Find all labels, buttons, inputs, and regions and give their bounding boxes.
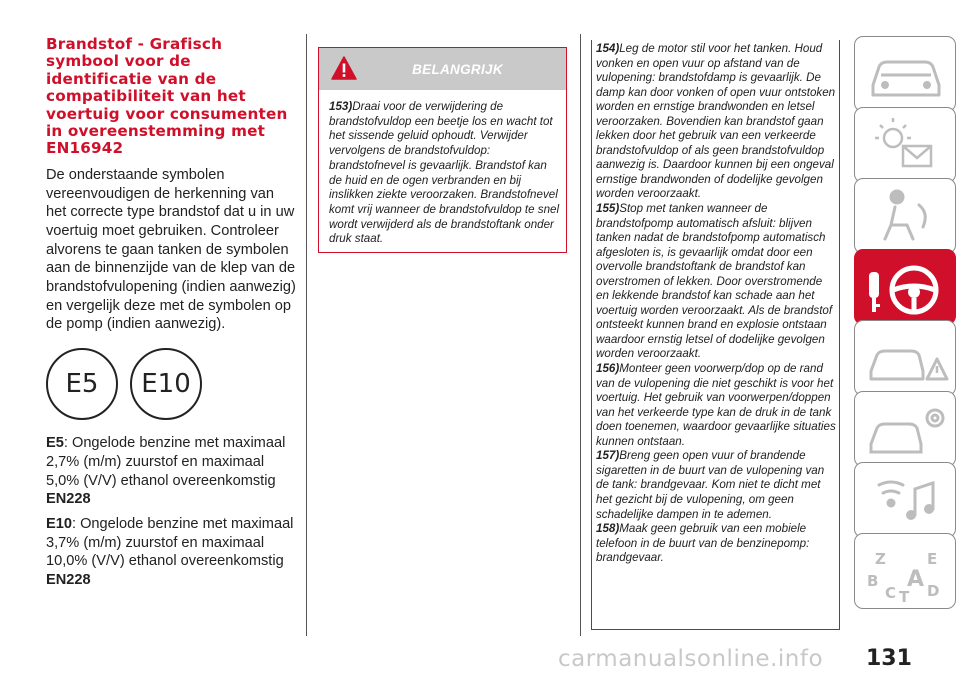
- e5-label: E5: [46, 435, 64, 452]
- note-number: 155): [596, 202, 620, 216]
- note-157: [596, 449, 837, 522]
- car-overview-icon: [855, 37, 957, 113]
- tab-safety[interactable]: [854, 178, 956, 254]
- index-letter: T: [899, 588, 910, 606]
- note-text: Monteer geen voorwerp/dop op de rand van de vulopening die niet geschikt is voor het voertuig. Het gebruik van voorwerpen/doppen van het verkeerde type kan de druk in de tank doen toenemen, waardoor gevaarlijke situaties kunnen ontstaan.: [596, 362, 836, 448]
- note-156: [596, 362, 837, 449]
- e5-description: [46, 434, 296, 509]
- index-letter: C: [885, 584, 897, 602]
- note-number: 154): [596, 42, 620, 55]
- tab-multimedia[interactable]: [854, 462, 956, 538]
- starting-driving-icon: [855, 250, 957, 326]
- e10-desc-text: : Ongelode benzine met maximaal 3,7% (m/m) zuurstof en maximaal 10,0% (V/V) ethanol overeenkomstig: [46, 515, 294, 570]
- e10-label: E10: [46, 515, 72, 532]
- multimedia-icon: [855, 463, 957, 539]
- safety-airbag-icon: [855, 179, 957, 255]
- note-154: [596, 42, 837, 202]
- page-number: 131: [866, 646, 912, 671]
- note-text: Stop met tanken wanneer de brandstofpomp automatisch afsluit: blijven tanken nadat de brandstofpomp automatisch afgesloten is, is gevaarlijk omdat door een overvolle brandstoftank de brandstof kan overstromen of lekken. Door overstromende en lekkende brandstof kan schade aan het voertuig worden veroorzaakt. Als de brandstof ontsteekt kunnen brand en explosie ontstaan waardoor ernstig letsel of dodelijke gevolgen worden veroorzaakt.: [596, 202, 833, 361]
- e5-standard: EN228: [46, 491, 91, 508]
- section-title: Brandstof - Grafisch symbool voor de identificatie van de compatibiliteit van het voertuig voor consumenten in overeenstemming met EN16942: [46, 35, 288, 158]
- tab-car-overview[interactable]: [854, 36, 956, 112]
- index-letter: D: [927, 582, 940, 600]
- note-text: Leg de motor stil voor het tanken. Houd vonken en open vuur op afstand van de vulopening: brandstofdamp is gevaarlijk. De damp kan door vonken of open vuur ontstoken worden en ernstige brandwonden en letsel veroorzaken. Bovendien kan brandstof gaan lekken door het gebruik van een verkeerde brandstofvuldop of als geen brandstofvuldop aanwezig is. Daardoor kunnen bij een ongeval ernstige brandwonden of dodelijke gevolgen worden veroorzaakt.: [596, 42, 836, 201]
- tab-index[interactable]: [854, 533, 956, 609]
- watermark: carmanualsonline.info: [558, 646, 824, 672]
- notes-box: [591, 40, 840, 630]
- note-number: 153): [329, 100, 353, 113]
- important-header: [319, 48, 566, 90]
- dashboard-lights-icon: [855, 108, 957, 184]
- important-title: BELANGRIJK: [412, 62, 503, 77]
- index-letter: Z: [875, 550, 886, 568]
- note-number: 157): [596, 449, 620, 463]
- note-text: Maak geen gebruik van een mobiele telefoon in de buurt van de benzinepomp: brandgevaar.: [596, 522, 810, 565]
- emergency-icon: [855, 321, 957, 397]
- index-icon: [855, 534, 957, 610]
- e10-symbol: E10: [130, 348, 202, 420]
- fuel-symbols-section: [46, 36, 296, 590]
- intro-paragraph: De onderstaande symbolen vereenvoudigen de herkenning van het correcte type brandstof dat u in uw voertuig moet gebruiken. Controleer alvorens te gaan tanken de symbolen aan de binnenzijde van de klep van de brandstofvulopening (indien aanwezig) en vergelijk deze met de symbolen op de pomp (indien aanwezig).: [46, 166, 296, 333]
- tab-maintenance[interactable]: [854, 391, 956, 467]
- index-letter: A: [907, 567, 925, 592]
- e10-description: [46, 515, 296, 590]
- note-text: Breng geen open vuur of brandende sigaretten in de buurt van de vulopening van de tank: brandgevaar. Kom niet te dicht met het gezicht bij de vulopening, om geen schadelijke dampen in te ademen.: [596, 449, 825, 521]
- e10-standard: EN228: [46, 572, 91, 589]
- note-number: 158): [596, 522, 620, 536]
- index-letter: B: [867, 572, 879, 590]
- fuel-symbol-row: [46, 348, 296, 428]
- e5-symbol: E5: [46, 348, 118, 420]
- important-box: [318, 47, 567, 253]
- important-body: [319, 90, 566, 247]
- column-divider: [306, 34, 307, 636]
- tab-starting-driving[interactable]: [854, 249, 956, 325]
- note-155: [596, 202, 837, 362]
- note-text: Draai voor de verwijdering de brandstofvuldop een beetje los en wacht tot het sissende geluid ophoudt. Verwijder vervolgens de brandstofvuldop: brandstofnevel is gevaarlijk. Brandstof kan de huid en de ogen verbranden en bij inslikken ziekte veroorzaken. Brandstofnevel komt vrij wanneer de brandstofvuldop te snel wordt verwijderd als de brandstoftank onder druk staat.: [329, 100, 560, 246]
- note-number: 156): [596, 362, 620, 376]
- maintenance-icon: [855, 392, 957, 468]
- e5-desc-text: : Ongelode benzine met maximaal 2,7% (m/m) zuurstof en maximaal 5,0% (V/V) ethanol overeenkomstig: [46, 435, 286, 489]
- tab-emergency[interactable]: [854, 320, 956, 396]
- note-158: [596, 522, 837, 566]
- index-letter: E: [927, 550, 938, 568]
- tab-dashboard-lights[interactable]: [854, 107, 956, 183]
- column-divider: [580, 34, 581, 636]
